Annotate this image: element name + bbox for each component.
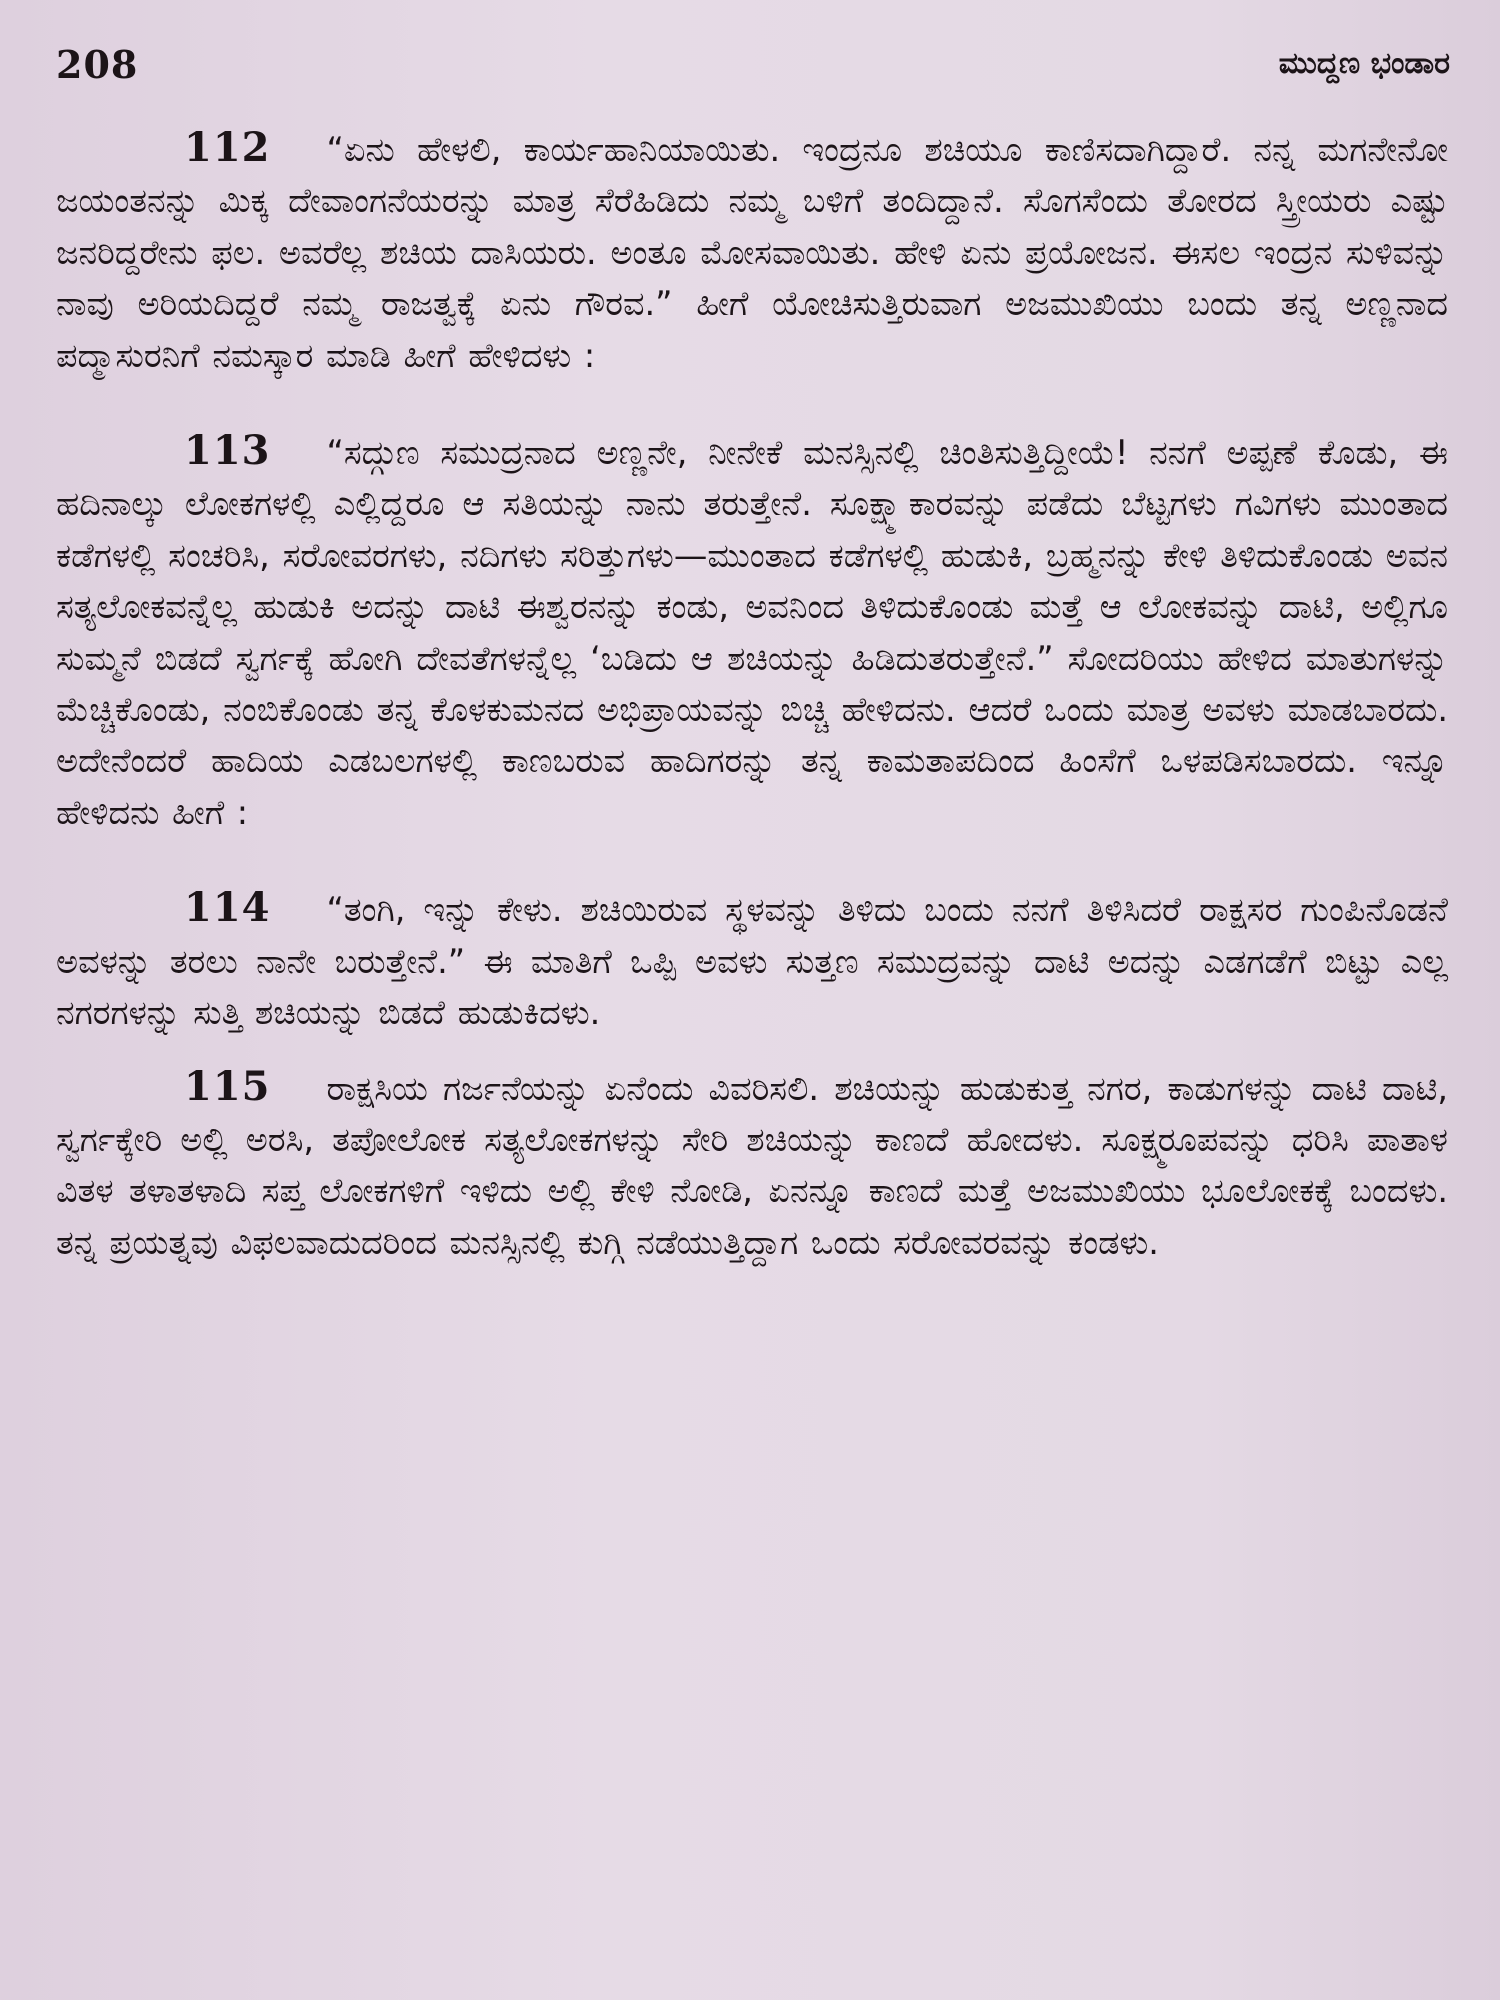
paragraph-text: ರಾಕ್ಷಸಿಯ ಗರ್ಜನೆಯನ್ನು ಏನೆಂದು ವಿವರಿಸಲಿ. ಶಚಿಯನ್ನು ಹುಡುಕುತ್ತ ನಗರ, ಕಾಡುಗಳನ್ನು ದಾಟಿ ದಾಟಿ, ಸ್ವರ್ಗಕ್ಕೇರಿ ಅಲ್ಲಿ ಅರಸಿ, ತಪೋಲೋಕ ಸತ್ಯಲೋಕಗಳನ್ನು ಸೇರಿ ಶಚಿಯನ್ನು ಕಾಣದೆ ಹೋದಳು. ಸೂಕ್ಷ್ಮರೂಪವನ್ನು ಧರಿಸಿ ಪಾತಾಳ ವಿತಳ ತಳಾತಳಾದಿ ಸಪ್ತ ಲೋಕಗಳಿಗೆ ಇಳಿದು ಅಲ್ಲಿ ಕೇಳಿ ನೋಡಿ, ಏನನ್ನೂ ಕಾಣದೆ ಮತ್ತೆ ಅಜಮುಖಿಯು ಭೂಲೋಕಕ್ಕೆ ಬಂದಳು. ತನ್ನ ಪ್ರಯತ್ನವು ವಿಫಲವಾದುದರಿಂದ ಮನಸ್ಸಿನಲ್ಲಿ ಕುಗ್ಗಿ ನಡೆಯುತ್ತಿದ್ದಾಗ ಒಂದು ಸರೋವರವನ್ನು ಕಂಡಳು.: [56, 1068, 1448, 1262]
page-number: 208: [56, 42, 139, 87]
paragraph-text: “ಏನು ಹೇಳಲಿ, ಕಾರ್ಯಹಾನಿಯಾಯಿತು. ಇಂದ್ರನೂ ಶಚಿಯೂ ಕಾಣಿಸದಾಗಿದ್ದಾರೆ. ನನ್ನ ಮಗನೇನೋ ಜಯಂತನನ್ನು ಮಿಕ್ಕ ದೇವಾಂಗನೆಯರನ್ನು ಮಾತ್ರ ಸೆರೆಹಿಡಿದು ನಮ್ಮ ಬಳಿಗೆ ತಂದಿದ್ದಾನೆ. ಸೊಗಸೆಂದು ತೋರದ ಸ್ತ್ರೀಯರು ಎಷ್ಟು ಜನರಿದ್ದರೇನು ಫಲ. ಅವರೆಲ್ಲ ಶಚಿಯ ದಾಸಿಯರು. ಅಂತೂ ಮೋಸವಾಯಿತು. ಹೇಳಿ ಏನು ಪ್ರಯೋಜನ. ಈಸಲ ಇಂದ್ರನ ಸುಳಿವನ್ನು ನಾವು ಅರಿಯದಿದ್ದರೆ ನಮ್ಮ ರಾಜತ್ವಕ್ಕೆ ಏನು ಗೌರವ.” ಹೀಗೆ ಯೋಚಿಸುತ್ತಿರುವಾಗ ಅಜಮುಖಿಯು ಬಂದು ತನ್ನ ಅಣ್ಣನಾದ ಪದ್ಮಾಸುರನಿಗೆ ನಮಸ್ಕಾರ ಮಾಡಿ ಹೀಗೆ ಹೇಳಿದಳು :: [56, 130, 1448, 375]
paragraph-114: [56, 882, 1448, 1038]
paragraph-text: “ತಂಗಿ, ಇನ್ನು ಕೇಳು. ಶಚಿಯಿರುವ ಸ್ಥಳವನ್ನು ತಿಳಿದು ಬಂದು ನನಗೆ ತಿಳಿಸಿದರೆ ರಾಕ್ಷಸರ ಗುಂಪಿನೊಡನೆ ಅವಳನ್ನು ತರಲು ನಾನೇ ಬರುತ್ತೇನೆ.” ಈ ಮಾತಿಗೆ ಒಪ್ಪಿ ಅವಳು ಸುತ್ತಣ ಸಮುದ್ರವನ್ನು ದಾಟಿ ಅದನ್ನು ಎಡಗಡೆಗೆ ಬಿಟ್ಟು ಎಲ್ಲ ನಗರಗಳನ್ನು ಸುತ್ತಿ ಶಚಿಯನ್ನು ಬಿಡದೆ ಹುಡುಕಿದಳು.: [56, 890, 1448, 1033]
paragraph-number: 115: [184, 1062, 271, 1110]
page-body: [56, 122, 1448, 1268]
paragraph-113: [56, 425, 1448, 838]
paragraph-number: 112: [184, 124, 271, 171]
paragraph-text: “ಸದ್ಗುಣ ಸಮುದ್ರನಾದ ಅಣ್ಣನೇ, ನೀನೇಕೆ ಮನಸ್ಸಿನಲ್ಲಿ ಚಿಂತಿಸುತ್ತಿದ್ದೀಯೆ! ನನಗೆ ಅಪ್ಪಣೆ ಕೊಡು, ಈ ಹದಿನಾಲ್ಕು ಲೋಕಗಳಲ್ಲಿ ಎಲ್ಲಿದ್ದರೂ ಆ ಸತಿಯನ್ನು ನಾನು ತರುತ್ತೇನೆ. ಸೂಕ್ಷ್ಮಾಕಾರವನ್ನು ಪಡೆದು ಬೆಟ್ಟಗಳು ಗವಿಗಳು ಮುಂತಾದ ಕಡೆಗಳಲ್ಲಿ ಸಂಚರಿಸಿ, ಸರೋವರಗಳು, ನದಿಗಳು ಸರಿತ್ತುಗಳು—ಮುಂತಾದ ಕಡೆಗಳಲ್ಲಿ ಹುಡುಕಿ, ಬ್ರಹ್ಮನನ್ನು ಕೇಳಿ ತಿಳಿದುಕೊಂಡು ಅವನ ಸತ್ಯಲೋಕವನ್ನೆಲ್ಲ ಹುಡುಕಿ ಅದನ್ನು ದಾಟಿ ಈಶ್ವರನನ್ನು ಕಂಡು, ಅವನಿಂದ ತಿಳಿದುಕೊಂಡು ಮತ್ತೆ ಆ ಲೋಕವನ್ನು ದಾಟಿ, ಅಲ್ಲಿಗೂ ಸುಮ್ಮನೆ ಬಿಡದೆ ಸ್ವರ್ಗಕ್ಕೆ ಹೋಗಿ ದೇವತೆಗಳನ್ನೆಲ್ಲ ‘ಬಡಿದು ಆ ಶಚಿಯನ್ನು ಹಿಡಿದುತರುತ್ತೇನೆ.” ಸೋದರಿಯು ಹೇಳಿದ ಮಾತುಗಳನ್ನು ಮೆಚ್ಚಿಕೊಂಡು, ನಂಬಿಕೊಂಡು ತನ್ನ ಕೊಳಕುಮನದ ಅಭಿಪ್ರಾಯವನ್ನು ಬಿಚ್ಚಿ ಹೇಳಿದನು. ಆದರೆ ಒಂದು ಮಾತ್ರ ಅವಳು ಮಾಡಬಾರದು. ಅದೇನೆಂದರೆ ಹಾದಿಯ ಎಡಬಲಗಳಲ್ಲಿ ಕಾಣಬರುವ ಹಾದಿಗರನ್ನು ತನ್ನ ಕಾಮತಾಪದಿಂದ ಹಿಂಸೆಗೆ ಒಳಪಡಿಸಬಾರದು. ಇನ್ನೂ ಹೇಳಿದನು ಹೀಗೆ :: [56, 433, 1448, 832]
paragraph-number: 114: [184, 884, 271, 932]
paragraph-112: [56, 122, 1448, 381]
paragraph-115: [56, 1061, 1448, 1269]
running-title: ಮುದ್ದಣ ಭಂಡಾರ: [1278, 46, 1450, 81]
paragraph-number: 113: [184, 427, 271, 475]
page-header: [56, 42, 1450, 92]
